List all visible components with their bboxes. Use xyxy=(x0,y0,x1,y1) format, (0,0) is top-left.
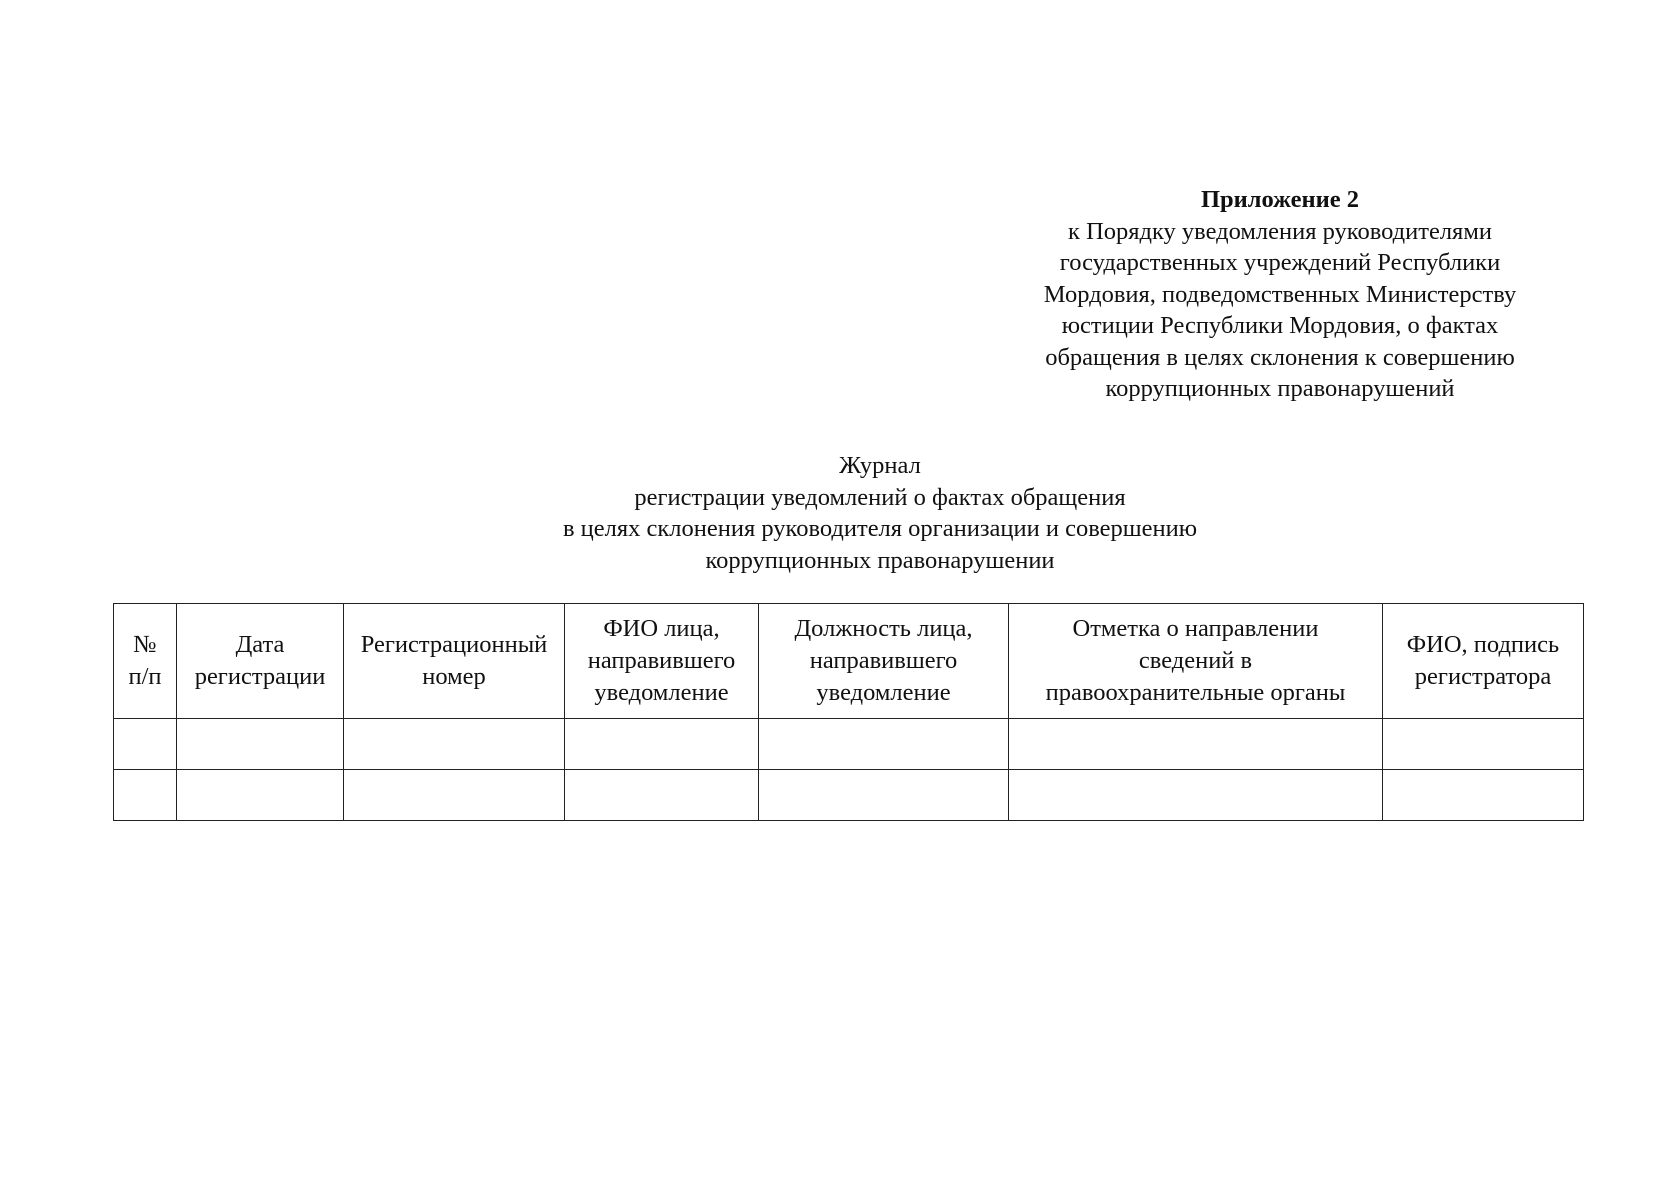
table-row xyxy=(114,719,1584,770)
journal-subtitle-line: регистрации уведомлений о фактах обращения xyxy=(634,483,1126,511)
header-line: № xyxy=(133,631,157,658)
table-cell xyxy=(177,770,344,821)
appendix-line: юстиции Республики Мордовия, о фактах xyxy=(1061,312,1499,339)
header-line: Должность лица, xyxy=(794,615,973,642)
header-line: ФИО, подпись xyxy=(1406,631,1560,658)
header-line: п/п xyxy=(128,663,162,690)
header-registration-number xyxy=(344,604,565,719)
journal-heading xyxy=(380,450,1380,576)
header-line: регистрации xyxy=(194,663,326,690)
journal-subtitle-line: в целях склонения руководителя организации и совершению xyxy=(562,515,1198,542)
table-cell xyxy=(1009,719,1383,770)
header-line: направившего xyxy=(587,647,736,674)
header-law-enforcement-mark xyxy=(1009,604,1383,719)
header-line: правоохранительные органы xyxy=(1045,679,1346,706)
journal-title: Журнал xyxy=(839,452,921,479)
header-registrar-signature xyxy=(1383,604,1584,719)
header-line: Дата xyxy=(235,631,285,658)
table-cell xyxy=(759,719,1009,770)
header-row-number xyxy=(114,604,177,719)
table-cell xyxy=(1383,719,1584,770)
appendix-line: Мордовия, подведомственных Министерству xyxy=(1043,280,1517,308)
table-cell xyxy=(565,719,759,770)
header-line: направившего xyxy=(809,647,958,674)
table-cell xyxy=(565,770,759,821)
header-sender-name xyxy=(565,604,759,719)
appendix-block xyxy=(1000,184,1560,405)
table-cell xyxy=(177,719,344,770)
appendix-title: Приложение 2 xyxy=(1201,186,1359,213)
table-cell xyxy=(114,770,177,821)
table-cell xyxy=(344,770,565,821)
header-sender-position xyxy=(759,604,1009,719)
table-cell xyxy=(1383,770,1584,821)
header-registration-date xyxy=(177,604,344,719)
registration-journal-table xyxy=(113,603,1584,821)
header-line: Регистрационный xyxy=(360,631,548,658)
appendix-line: государственных учреждений Республики xyxy=(1059,249,1501,276)
header-line: Отметка о направлении xyxy=(1072,615,1319,642)
table-header-row xyxy=(114,604,1584,719)
header-line: регистратора xyxy=(1414,663,1552,690)
header-line: уведомление xyxy=(816,679,951,706)
journal-subtitle-line: коррупционных правонарушении xyxy=(705,546,1055,574)
table-cell xyxy=(114,719,177,770)
table-cell xyxy=(1009,770,1383,821)
header-line: ФИО лица, xyxy=(603,615,720,642)
table-row xyxy=(114,770,1584,821)
header-line: номер xyxy=(422,663,486,690)
table-cell xyxy=(344,719,565,770)
table-cell xyxy=(759,770,1009,821)
appendix-line: коррупционных правонарушений xyxy=(1105,375,1455,402)
appendix-line: к Порядку уведомления руководителями xyxy=(1068,217,1492,245)
header-line: сведений в xyxy=(1138,647,1253,674)
appendix-line: обращения в целях склонения к совершению xyxy=(1045,343,1515,371)
header-line: уведомление xyxy=(594,679,729,706)
